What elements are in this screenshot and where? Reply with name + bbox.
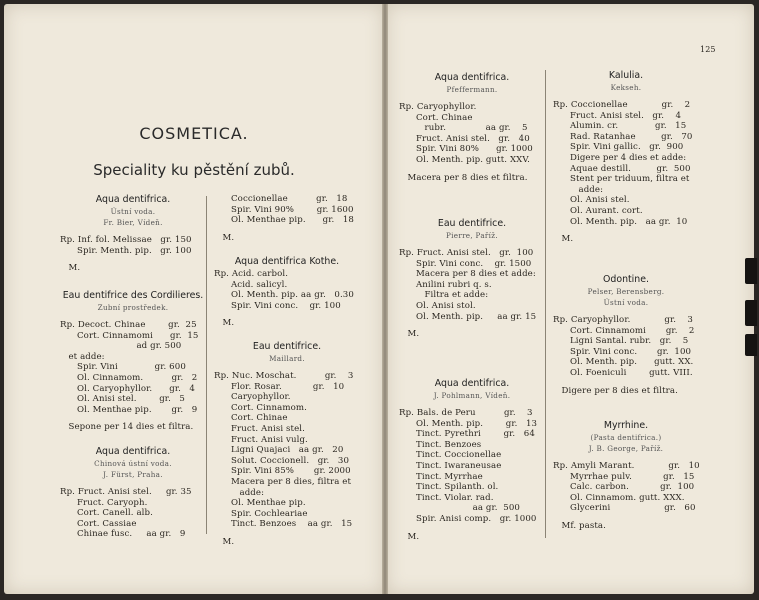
recipe-line: Macera per 8 dies et filtra. xyxy=(399,172,528,183)
recipe-line: Flor. Rosar. gr. 10 xyxy=(214,381,345,392)
recipe-line: Cort. Cinnamom. xyxy=(214,402,307,413)
recipe-line: rubr. aa gr. 5 xyxy=(399,123,528,134)
page-number: 125 xyxy=(700,45,716,54)
recipe-line: Ol. Cinnamom. gutt. XXX. xyxy=(553,492,685,503)
recipe-line: Macera per 8 dies, filtra et xyxy=(214,477,352,487)
recipe-line: Rp. Acid. carbol. xyxy=(214,269,289,279)
recipe-line: Stent per triduum, filtra et xyxy=(553,174,690,185)
recipe-line: Ol. Anisi stol. xyxy=(399,301,476,311)
recipe-line: Spir. Vini gallic. gr. 900 xyxy=(553,142,684,153)
recipe-line: Cort. Canell. alb. xyxy=(60,508,153,519)
recipe-line: Ol. Menthae pip. gr. 9 xyxy=(60,404,198,415)
page-tab-marker xyxy=(745,258,757,284)
recipe-line: Filtra et adde: xyxy=(399,290,489,301)
recipe-line: Macera per 8 dies et adde: xyxy=(399,269,536,280)
recipe-line: Fruct. Anisi stel. xyxy=(214,424,305,434)
recipe-line: Ol. Menth. pip. gutt. XXV. xyxy=(399,155,531,165)
recipe-line: Fruct. Caryoph. xyxy=(60,497,148,508)
recipe-source: J. B. George, Paříž. xyxy=(588,444,664,453)
column-rule-left xyxy=(206,196,207,534)
recipe-line: Ol. Anisi stel. xyxy=(553,195,630,206)
recipe-heading: Aqua dentifrica. xyxy=(434,72,510,83)
recipe-heading: Eau dentifrice des Cordilieres. xyxy=(62,290,204,301)
recipe-line: Rad. Ratanhae gr. 70 xyxy=(553,131,693,142)
recipe-line: Myrrhae pulv. gr. 15 xyxy=(553,471,695,482)
recipe-line: adde: xyxy=(553,184,604,195)
recipe-line: Sepone per 14 dies et filtra. xyxy=(60,422,194,433)
recipe-line: Rp. Decoct. Chinae gr. 25 xyxy=(60,320,197,330)
recipe-line: Spir. Menth. pip. gr. 100 xyxy=(60,245,192,256)
recipe-source: J. Pohlmann, Vídeň. xyxy=(433,391,511,400)
recipe-line: Spir. Vini conc. gr. 100 xyxy=(553,346,692,357)
recipe-line: Cort. Cinnamomi gr. 15 xyxy=(60,330,199,341)
recipe-source: Chinová ústní voda. xyxy=(94,459,172,468)
recipe-line: Spir. Vini conc. gr. 1500 xyxy=(399,258,532,269)
recipe-line: Glycerini gr. 60 xyxy=(553,503,696,514)
recipe-line: Ol. Menth. pip. aa gr. 0.30 xyxy=(214,290,354,301)
recipe-line: Tinct. Violar. rad. xyxy=(399,492,494,503)
recipe-line: M. xyxy=(214,537,235,547)
recipe-line: Spir. Cochleariae xyxy=(214,508,308,519)
recipe-line: Ol. Menth. pip. gr. 13 xyxy=(399,418,538,429)
recipe-line: M. xyxy=(214,318,235,329)
page-title: COSMETICA. xyxy=(139,124,249,143)
recipe-source: Kekseh. xyxy=(610,83,642,92)
recipe-line: M. xyxy=(399,531,420,542)
recipe-line: Spir. Anisi comp. gr. 1000 xyxy=(399,514,537,524)
page-subtitle: Speciality ku pěstění zubů. xyxy=(93,161,295,179)
recipe-line: Fruct. Anisi vulg. xyxy=(214,434,308,445)
recipe-line: Solut. Coccionell. gr. 30 xyxy=(214,455,350,466)
recipe-line: Chinae fusc. aa gr. 9 xyxy=(60,529,186,540)
recipe-line: Rp. Coccionellae gr. 2 xyxy=(553,100,691,110)
recipe-line: Spir. Vini conc. gr. 100 xyxy=(214,300,341,311)
recipe-line: Ol. Menthae pip. xyxy=(214,498,306,509)
recipe-line: Cort. Cassiae xyxy=(60,518,137,529)
recipe-source: J. Fürst, Praha. xyxy=(103,470,163,479)
recipe-line: aa gr. 500 xyxy=(399,503,520,514)
recipe-line: Spir. Vini gr. 600 xyxy=(60,362,186,373)
recipe-heading: Aqua dentifrica Kothe. xyxy=(234,256,340,267)
recipe-line: Ol. Anisi stel. gr. 5 xyxy=(60,394,185,405)
recipe-line: Ol. Menth. pip. aa gr. 10 xyxy=(553,216,688,227)
recipe-line: ad gr. 500 xyxy=(60,341,182,352)
recipe-line: Spir. Vini 90% gr. 1600 xyxy=(214,204,354,215)
recipe-source: Maillard. xyxy=(269,354,305,363)
recipe-line: Cort. Cinnamomi gr. 2 xyxy=(553,325,695,336)
recipe-line: Rp. Fruct. Anisi stel. gr. 35 xyxy=(60,487,192,497)
recipe-heading: Kalulia. xyxy=(608,70,644,81)
recipe-line: Acid. salicyl. xyxy=(214,279,288,290)
recipe-line: M. xyxy=(60,263,81,274)
recipe-line: Tinct. Benzoes aa gr. 15 xyxy=(214,519,353,530)
recipe-heading: Aqua dentifrica. xyxy=(434,378,510,389)
recipe-line: Rp. Amyli Marant. gr. 10 xyxy=(553,461,700,471)
recipe-line: Spir. Vini 85% gr. 2000 xyxy=(214,466,351,477)
recipe-source: Ústní voda. xyxy=(110,207,156,216)
recipe-line: Aquae destill. gr. 500 xyxy=(553,163,691,174)
book-gutter xyxy=(382,4,388,594)
recipe-heading: Aqua dentifrica. xyxy=(95,194,171,205)
recipe-source: Fr. Bier, Vídeň. xyxy=(103,218,163,227)
recipe-line: Rp. Nuc. Moschat. gr. 3 xyxy=(214,371,354,381)
recipe-line: Mf. pasta. xyxy=(553,521,606,531)
recipe-line: Ol. Menth. pip. aa gr. 15 xyxy=(399,311,537,322)
recipe-line: Ol. Foeniculi gutt. VIII. xyxy=(553,368,693,378)
recipe-line: Coccionellae gr. 18 xyxy=(214,194,348,204)
recipe-line: Tinct. Myrrhae xyxy=(399,471,483,482)
recipe-line: Tinct. Coccionellae xyxy=(399,450,502,461)
recipe-line: Ol. Caryophyllor. gr. 4 xyxy=(60,383,195,394)
recipe-line: adde: xyxy=(214,487,265,498)
recipe-line: Rp. Fruct. Anisi stel. gr. 100 xyxy=(399,248,534,258)
recipe-line: Cort. Chinae xyxy=(399,112,473,123)
recipe-line: Rp. Caryophyllor. gr. 3 xyxy=(553,315,693,325)
recipe-line: Calc. carbon. gr. 100 xyxy=(553,482,695,493)
recipe-line: Ol. Cinnamom. gr. 2 xyxy=(60,373,198,383)
recipe-line: et adde: xyxy=(60,351,105,362)
recipe-line: Ligni Santal. rubr. gr. 5 xyxy=(553,336,689,347)
recipe-line: Ol. Menthae pip. gr. 18 xyxy=(214,215,354,226)
recipe-line: Tinct. Iwaraneusae xyxy=(399,461,502,471)
recipe-line: M. xyxy=(214,232,235,243)
recipe-source: Zubní prostředek. xyxy=(97,303,169,312)
recipe-line: Tinct. Spilanth. ol. xyxy=(399,482,499,493)
recipe-line: Spir. Vini 80% gr. 1000 xyxy=(399,144,533,155)
recipe-line: Cort. Chinae xyxy=(214,413,288,424)
recipe-heading: Eau dentifrice. xyxy=(252,341,322,352)
recipe-source: Pfeffermann. xyxy=(446,85,498,94)
recipe-line: Rp. Bals. de Peru gr. 3 xyxy=(399,408,533,418)
recipe-line: Fruct. Anisi stel. gr. 40 xyxy=(399,133,530,144)
recipe-line: Caryophyllor. xyxy=(214,392,291,403)
recipe-heading: Myrrhine. xyxy=(603,420,649,431)
recipe-line: Alumin. cr. gr. 15 xyxy=(553,121,687,132)
recipe-line: Ol. Menth. pip. gutt. XX. xyxy=(553,357,694,368)
recipe-line: Digere per 8 dies et filtra. xyxy=(553,385,678,396)
recipe-heading: Aqua dentifrica. xyxy=(95,446,171,457)
page-tab-marker xyxy=(745,334,757,356)
recipe-line: Rp. Caryophyllor. xyxy=(399,102,477,112)
recipe-line: Tinct. Pyrethri gr. 64 xyxy=(399,429,535,440)
recipe-source: Pelser, Berensberg. xyxy=(587,287,665,296)
recipe-line: Ligni Quajaci aa gr. 20 xyxy=(214,445,344,456)
recipe-source: Ústní voda. xyxy=(603,298,649,307)
recipe-line: Anilini rubri q. s. xyxy=(399,279,492,290)
recipe-line: M. xyxy=(399,329,420,340)
recipe-line: Tinct. Benzoes xyxy=(399,439,482,450)
recipe-source: Pierre, Paříž. xyxy=(446,231,498,240)
recipe-line: Ol. Aurant. cort. xyxy=(553,206,643,216)
recipe-line: Digere per 4 dies et adde: xyxy=(553,153,687,163)
recipe-heading: Eau dentifrice. xyxy=(437,218,507,229)
page-tab-marker xyxy=(745,300,757,326)
column-rule-right xyxy=(545,70,546,538)
recipe-source: (Pasta dentifrica.) xyxy=(590,433,662,442)
recipe-heading: Odontine. xyxy=(603,274,649,285)
recipe-line: Rp. Inf. fol. Melissae gr. 150 xyxy=(60,235,192,245)
recipe-line: M. xyxy=(553,234,574,245)
recipe-line: Fruct. Anisi stel. gr. 4 xyxy=(553,110,682,121)
